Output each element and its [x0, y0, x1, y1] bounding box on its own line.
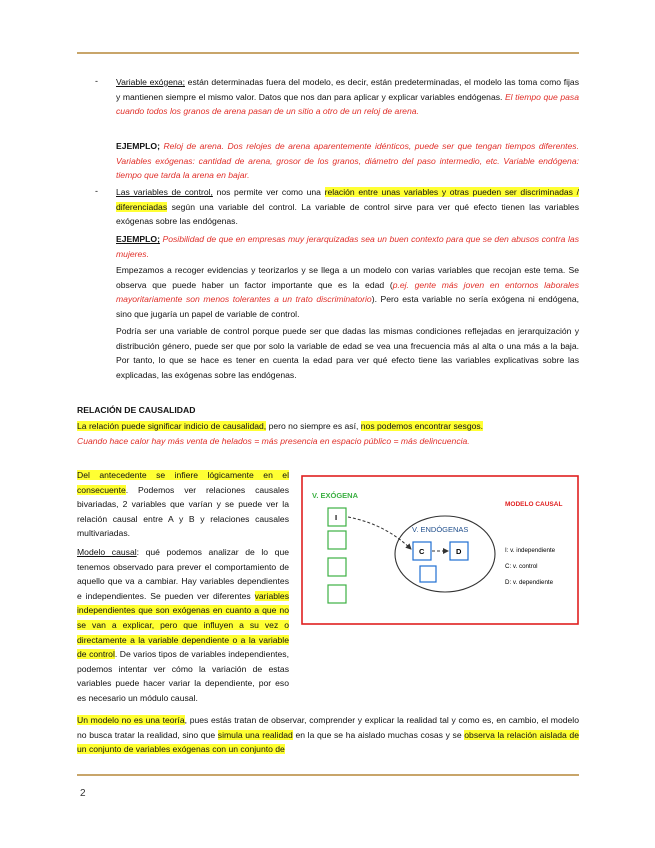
exogena-box [328, 531, 346, 549]
endogena-box [420, 566, 436, 582]
bullet-marker: - [95, 76, 98, 86]
example-label: EJEMPLO; [116, 234, 160, 244]
causalidad-highlight: nos podemos encontrar sesgos. [360, 421, 484, 431]
causalidad-heading: RELACIÓN DE CAUSALIDAD [77, 405, 196, 415]
control-text: nos permite ver como una [212, 187, 325, 197]
top-rule [77, 52, 579, 54]
modelo-causal-term: Modelo causal [77, 547, 137, 557]
modelo-highlight: Un modelo no es una teoría [77, 715, 185, 725]
exogena-text: están determinadas fuera del modelo, es decir, están predeterminadas, el modelo las toma como fijas y mantienen siempre el mismo valor. Datos que nos dan para aplicar y explicar variables endógenas. [116, 77, 580, 102]
exogena-label: V. EXÓGENA [312, 491, 358, 500]
legend-item: D: v. dependiente [505, 579, 554, 586]
evidence-text: ). Pero esta variable no sería exógena ni endógena, sino que jugaría un papel de variable de control. [116, 294, 579, 319]
exogena-term: Variable exógena; [116, 77, 185, 87]
exogena-example-text: Reloj de arena. Dos relojes de arena aparentemente idénticos, puede ser que tengan tiempos diferentes. Variables exógenas: cantidad de arena, grosor de los granos, diámetro del paso intermedio, etc. Variable endógena: tiempo que tarda la arena en bajar. [116, 141, 579, 181]
causalidad-example [77, 434, 579, 449]
legend-item: C: v. control [505, 563, 538, 570]
antecedente-highlight: Del antecedente se infiere lógicamente en el consecuente [77, 470, 289, 495]
modelo-causal-text: . De varios tipos de variables independientes, podemos intentar ver cómo la variación de estas variables puede hacer variar la dependiente, por eso es necesario un módulo causal. [77, 649, 289, 703]
causal-model-diagram [300, 474, 580, 626]
control-text: según una variable del control. La variable de control sirve para ver qué efecto tienen las variables exógenas sobre las endógenas. [116, 201, 579, 227]
bullet-marker: - [95, 186, 98, 196]
box-d-label: D [456, 547, 462, 556]
box-c-label: C [419, 547, 425, 556]
modelo-text: , pues estás tratan de observar, comprender y explicar la realidad tal y como es, en cambio, el modelo no busca tratar la realidad, sino que [77, 715, 579, 740]
modelo-causal-paragraph [77, 545, 289, 706]
legend-item: I: v. independiente [505, 547, 556, 554]
example-label: EJEMPLO; [116, 141, 160, 151]
antecedente-text: . Podemos ver relaciones causales bivariadas, 2 variables que varían y se puede ver la relación causal entre A y B y relaciones causales multivariadas. [77, 484, 289, 539]
exogena-paragraph [116, 75, 579, 119]
exogena-example [116, 139, 579, 183]
bottom-rule [77, 774, 579, 776]
causalidad-paragraph [77, 419, 579, 434]
endogenas-label: V. ENDÓGENAS [412, 525, 469, 534]
causalidad-highlight: La relación puede significar indicio de causalidad, [77, 421, 267, 431]
control-highlight: relación entre unas variables y otras pueden ser discriminadas / diferenciadas [116, 187, 579, 212]
exogena-box [328, 585, 346, 603]
control-evidence-paragraph [116, 263, 579, 321]
evidence-red: p.ej. gente más joven en entornos laborales mayoritariamente son menos tolerantes a un trato discriminatorio [116, 279, 579, 305]
causalidad-red-example: Cuando hace calor hay más venta de helados = más presencia en espacio público = más delincuencia. [77, 436, 470, 446]
modelo-causal-highlight: variables independientes que son exógenas en cuanto a que no se van a explicar, pero que influyen a su vez o directamente a la variable dependiente o a la variable de control [77, 590, 289, 660]
control-term: Las variables de control, [116, 187, 213, 197]
modelo-teoria-paragraph [77, 713, 579, 757]
antecedente-paragraph [77, 468, 289, 541]
modelo-causal-label: MODELO CAUSAL [505, 501, 563, 508]
control-paragraph [116, 185, 579, 229]
age-text: Podría ser una variable de control porque puede ser que dadas las mismas condiciones reflejadas en jerarquización y distribución género, puede ser que por solo la variable de edad se vea una frecuencia más al alta o una más a la baja. Por tanto, lo que se hace es tener en cuenta la edad para ver qué efecto tiene las variables explicativas sobre las explicadas, las exógenas sobre las endógenas. [116, 326, 579, 380]
modelo-highlight: observa la relación aislada de un conjunto de variables exógenas con un conjunto de [77, 729, 579, 755]
control-age-paragraph [116, 324, 579, 382]
exogena-box [328, 558, 346, 576]
control-example-text: Posibilidad de que en empresas muy jerarquizadas sea un buen contexto para que se den abusos contra las mujeres. [116, 234, 579, 259]
modelo-highlight: simula una realidad [217, 729, 293, 740]
causalidad-text: pero no siempre es así, [266, 421, 361, 431]
exogena-red-note: El tiempo que pasa cuando todos los granos de arena pasan de un sitio a otro de un reloj de arena. [116, 91, 579, 117]
page-number: 2 [80, 788, 86, 799]
evidence-text: Empezamos a recoger evidencias y teorizarlos y se llega a un modelo con varias variables que recojan este tema. Se observa que puede haber un factor importante que es la edad ( [116, 265, 579, 290]
box-i-label: I [335, 513, 338, 522]
modelo-causal-text: : qué podemos analizar de lo que tenemos observado para prever el comportamiento de aquello que va a cambiar. Hay variables dependientes e independientes. Se pueden ver diferentes [77, 547, 289, 601]
control-example [116, 232, 579, 261]
modelo-text: en la que se ha aislado muchas cosas y se [292, 729, 465, 740]
